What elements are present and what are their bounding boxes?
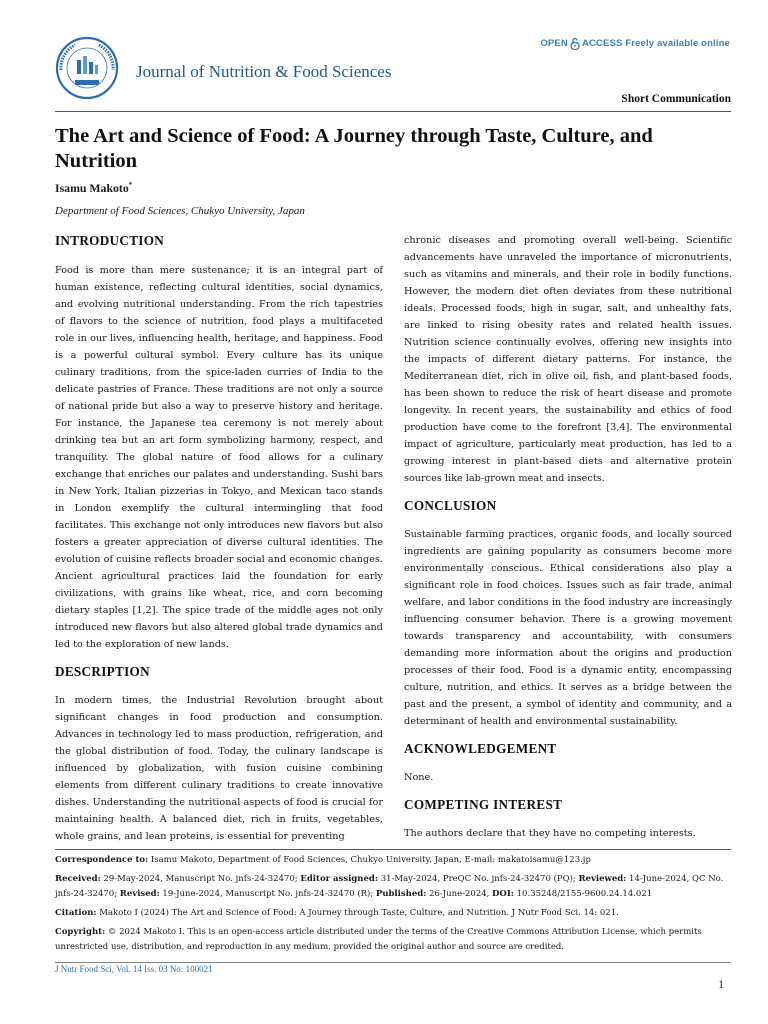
editor-text: 31-May-2024, PreQC No. jnfs-24-32470 (PQ); (380, 874, 576, 884)
conclusion-paragraph: Sustainable farming practices, organic foods, and locally sourced ingredients are gaining popularity as consumers become more environmentally conscious. Ethical considerations also play a significant role in food choices. Issues such as fair trade, animal welfare, and labor conditions in the food industry are increasingly influencing consumer behavior. There is a growing movement towards transparency and accountability, with consumers demanding more information about the origins and production processes of their food. Food is a dynamic entity, encompassing culture, nutrition, and ethics. It serves as a bridge between the past and the present, a symbol of identity and community, and a determinant of health and environmental sustainability. (404, 529, 732, 727)
citation-label: Citation: (55, 908, 97, 918)
correspondence-label: Correspondence to: (55, 855, 149, 865)
author-line (55, 181, 132, 196)
revised-label: Revised: (119, 888, 160, 899)
open-access-badge[interactable] (540, 37, 730, 50)
description-paragraph-right: chronic diseases and promoting overall well-being. Scientific advancements have unraveled the importance of micronutrients, such as vitamins and minerals, and their role in bodily functions. However, the modern diet often deviates from these nutritional ideals. Processed foods, high in sugar, salt, and unhealthy fats, are linked to rising obesity rates and related health issues. Nutrition science continually evolves, offering new insights into the impacts of different dietary patterns. For instance, the Mediterranean diet, rich in olive oil, fish, and plant-based foods, has been shown to reduce the risk of heart disease and promote longevity. In recent years, the sustainability and ethics of food production have come to the forefront [3,4]. The environmental impact of agriculture, particularly meat production, has led to a growing interest in plant-based diets and alternative protein sources like lab-grown meat and insects. (404, 235, 732, 484)
acknowledgement-heading: ACKNOWLEDGEMENT (404, 741, 557, 756)
header-divider (55, 111, 731, 112)
revised-text: 19-June-2024, Manuscript No. jnfs-24-32470 (R); (162, 888, 374, 899)
copyright-line (55, 925, 731, 954)
journal-name[interactable]: Journal of Nutrition & Food Sciences (136, 62, 392, 81)
correspondence-text: Isamu Makoto, Department of Food Sciences, Chukyo University, Japan, E-mail: makatoisamu@123.jp (150, 855, 591, 865)
footer-journal-ref: J Nutr Food Sci, Vol. 14 Iss. 03 No: 100021 (55, 964, 213, 974)
author-name[interactable]: Isamu Makoto (55, 181, 129, 195)
conclusion-heading: CONCLUSION (404, 498, 497, 513)
footer-divider (55, 962, 731, 963)
published-text: 26-June-2024, (429, 888, 490, 899)
doi-label: DOI: (492, 888, 514, 899)
correspondence-line (55, 853, 731, 868)
doi-link[interactable]: 10.35248/2155-9600.24.14.021 (516, 888, 653, 899)
description-paragraph-left: In modern times, the Industrial Revolution brought about significant changes in food production and consumption. Advances in technology led to mass production, refrigeration, and the global distribution of food. Today, the culinary landscape is influenced by globalization, with fusion cuisine combining elements from different culinary traditions to create innovative dishes. Understanding the nutritional aspects of food is crucial for maintaining health. A balanced diet, rich in fruits, vegetables, whole grains, and lean proteins, is essential for preventing (55, 695, 383, 842)
competing-interest-heading: COMPETING INTEREST (404, 797, 563, 812)
editor-label: Editor assigned: (300, 874, 378, 884)
copyright-text: © 2024 Makoto I. This is an open-access article distributed under the terms of the Creative Commons Attribution License, which permits unrestricted use, distribution, and reproduction in any medium, provided the original author and source are credited. (55, 927, 702, 952)
introduction-heading: INTRODUCTION (55, 233, 165, 248)
author-mark: * (128, 181, 133, 190)
open-access-prefix: OPEN (540, 38, 568, 49)
journal-logo-icon (55, 36, 119, 100)
acknowledgement-paragraph: None. (404, 772, 434, 783)
reviewed-text: 14-June-2024, QC No. jnfs-24-32470; (55, 874, 724, 899)
copyright-label: Copyright: (55, 927, 106, 937)
journal-logo (55, 36, 119, 100)
reviewed-label: Reviewed: (578, 874, 627, 884)
dates-block (55, 872, 731, 901)
citation-line (55, 906, 731, 921)
author-affiliation: Department of Food Sciences, Chukyo University, Japan (55, 205, 305, 217)
received-text: 29-May-2024, Manuscript No. jnfs-24-32470; (103, 874, 298, 884)
citation-text: Makoto I (2024) The Art and Science of Food: A Journey through Taste, Culture, and Nutrition. J Nutr Food Sci. 14: 021. (99, 908, 619, 918)
page-number: 1 (718, 979, 724, 991)
introduction-paragraph: Food is more than mere sustenance; it is an integral part of human existence, reflecting cultural identities, social dynamics, and evolving nutritional understanding. From the rich tapestries of flavors to the science of nutrition, food plays a multifaceted role in our lives, influencing health, heritage, and happiness. Food is a powerful cultural symbol. Every culture has its unique culinary traditions, from the spice-laden curries of India to the delicate pastries of France. These traditions are not only a source of national pride but also a way to preserve history and heritage. For instance, the Japanese tea ceremony is not merely about drinking tea but an art form symbolizing harmony, respect, and tranquility. The global nature of food allows for a culinary exchange that enriches our palates and understanding. Sushi bars in New York, Italian pizzerias in Tokyo, and Mexican taco stands in London exemplify the cultural intermingling that food facilitates. This exchange not only introduces new flavors but also fosters a greater appreciation of diverse cultural identities. The evolution of cuisine reflects broader social and economic changes. Ancient agricultural practices laid the foundation for early civilizations, with grains like wheat, rice, and corn becoming dietary staples [1,2]. The spice trade of the middle ages not only introduced new flavors but also altered global trade dynamics and led to the exploration of new lands. (55, 265, 383, 650)
description-heading: DESCRIPTION (55, 664, 150, 679)
open-lock-icon (570, 37, 580, 50)
published-label: Published: (375, 888, 427, 899)
article-type: Short Communication (621, 93, 731, 105)
right-column (404, 232, 732, 842)
open-access-label: ACCESS Freely available online (581, 38, 730, 49)
left-column (55, 232, 383, 845)
meta-divider (55, 849, 731, 850)
received-label: Received: (55, 874, 101, 884)
competing-interest-paragraph: The authors declare that they have no competing interests. (404, 828, 696, 839)
article-title: The Art and Science of Food: A Journey through Taste, Culture, and Nutrition (55, 125, 653, 172)
